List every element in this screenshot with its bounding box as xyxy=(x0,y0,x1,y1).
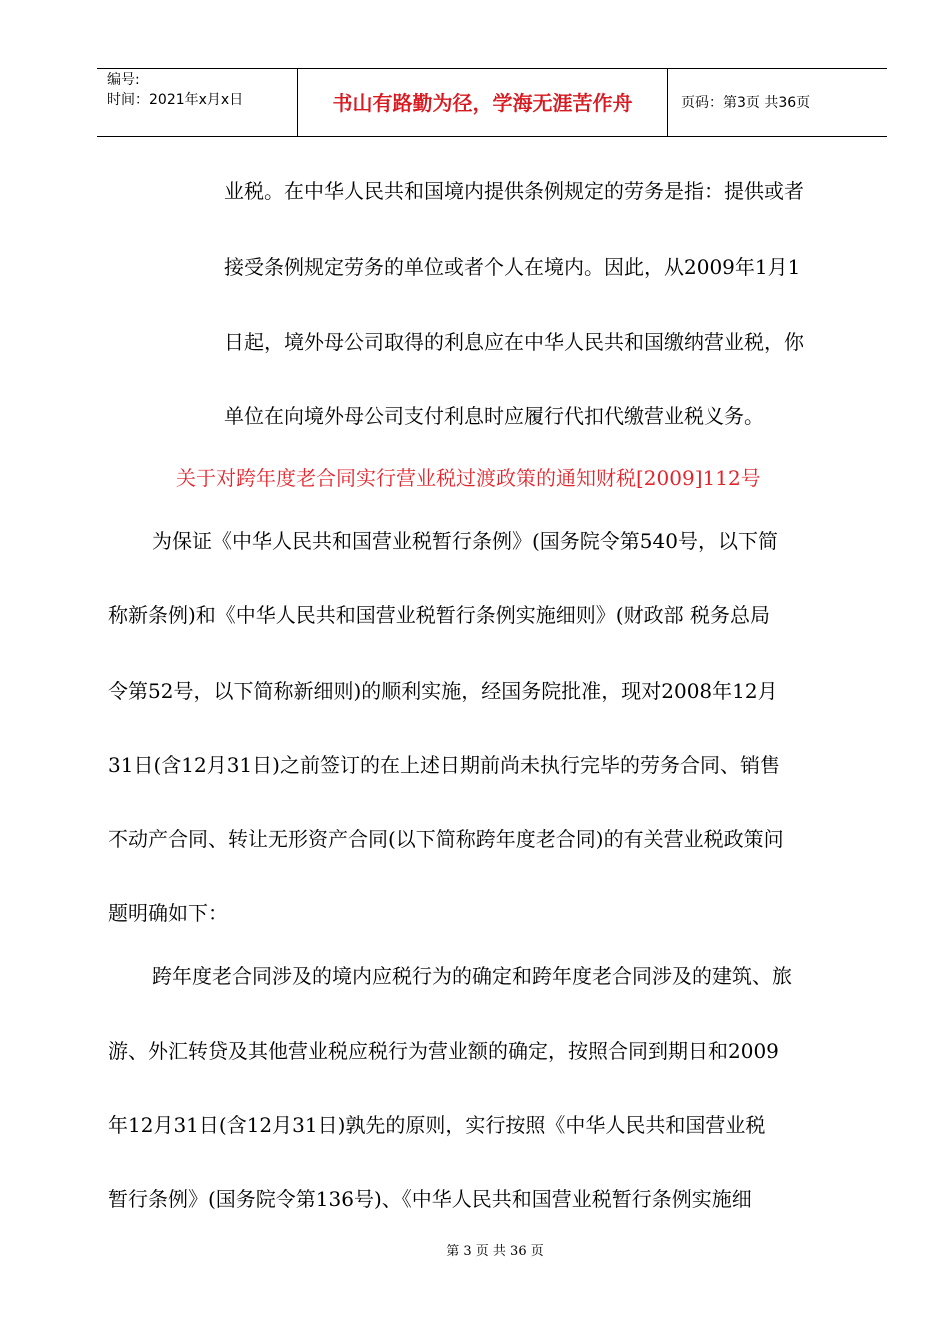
page-footer: 第 3 页 共 36 页 xyxy=(446,1244,544,1259)
document-header xyxy=(97,68,887,137)
body-line: 题明确如下： xyxy=(108,901,228,925)
body-line: 年12月31日(含12月31日)孰先的原则，实行按照《中华人民共和国营业税 xyxy=(108,1113,766,1137)
body-line: 跨年度老合同涉及的境内应税行为的确定和跨年度老合同涉及的建筑、旅 xyxy=(152,964,792,988)
document-number-label: 编号: xyxy=(107,72,140,88)
header-page-info: 页码：第3页 共36页 xyxy=(681,95,811,111)
body-line: 暂行条例》(国务院令第136号)、《中华人民共和国营业税暂行条例实施细 xyxy=(108,1187,752,1211)
body-line: 接受条例规定劳务的单位或者个人在境内。因此，从2009年1月1 xyxy=(224,255,801,279)
body-line: 日起，境外母公司取得的利息应在中华人民共和国缴纳营业税，你 xyxy=(224,330,804,354)
body-line: 游、外汇转贷及其他营业税应税行为营业额的确定，按照合同到期日和2009 xyxy=(108,1039,779,1063)
document-time-label: 时间：2021年x月x日 xyxy=(107,92,244,108)
header-motto-cell xyxy=(297,69,668,136)
body-line: 称新条例)和《中华人民共和国营业税暂行条例实施细则》(财政部 税务总局 xyxy=(108,603,770,627)
section-heading: 关于对跨年度老合同实行营业税过渡政策的通知财税[2009]112号 xyxy=(176,466,761,490)
header-motto: 书山有路勤为径，学海无涯苦作舟 xyxy=(332,91,633,115)
body-line: 31日(含12月31日)之前签订的在上述日期前尚未执行完毕的劳务合同、销售 xyxy=(108,753,780,777)
body-line: 令第52号，以下简称新细则)的顺利实施，经国务院批准，现对2008年12月 xyxy=(108,679,778,703)
header-meta-cell xyxy=(97,69,297,136)
body-line: 为保证《中华人民共和国营业税暂行条例》(国务院令第540号，以下简 xyxy=(152,529,778,553)
body-line: 单位在向境外母公司支付利息时应履行代扣代缴营业税义务。 xyxy=(224,404,764,428)
header-page-cell xyxy=(667,69,887,136)
body-line: 业税。在中华人民共和国境内提供条例规定的劳务是指：提供或者 xyxy=(224,179,804,203)
body-line: 不动产合同、转让无形资产合同(以下简称跨年度老合同)的有关营业税政策问 xyxy=(108,827,784,851)
